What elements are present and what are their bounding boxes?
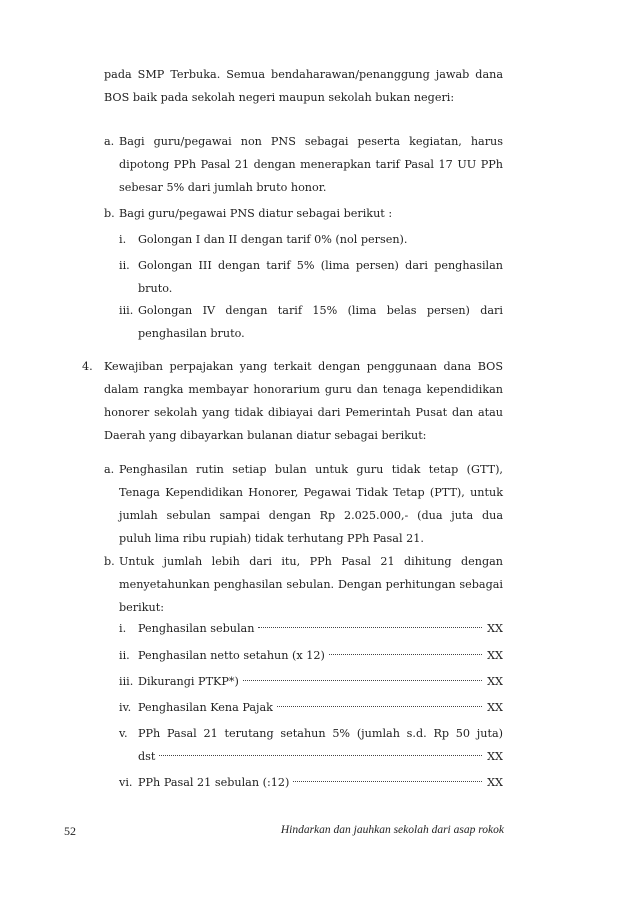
calc-value: XX [487, 750, 503, 763]
list-marker: a. [104, 463, 115, 476]
dot-leader [329, 654, 482, 655]
calc-marker: ii. [119, 649, 130, 662]
calc-row [138, 670, 503, 693]
list-marker: 4. [82, 360, 93, 373]
sub-item-line: Golongan I dan II dengan tarif 0% (nol persen). [138, 233, 408, 246]
item-4b-line: berikut: [119, 601, 164, 614]
calc-label-first-line: PPh Pasal 21 terutang setahun 5% (jumlah s.d. Rp 50 juta) [138, 727, 503, 740]
item-a-paragraph [119, 130, 503, 199]
item-b-heading [119, 202, 503, 225]
item-4b-line: Untuk jumlah lebih dari itu, PPh Pasal 21 dihitung dengan [119, 555, 503, 568]
item-4-line: Kewajiban perpajakan yang terkait dengan penggunaan dana BOS [104, 360, 503, 373]
running-footer-title: Hindarkan dan jauhkan sekolah dari asap rokok [280, 824, 504, 836]
sub-list-marker: ii. [119, 259, 130, 272]
item-a-line: Bagi guru/pegawai non PNS sebagai peserta kegiatan, harus [119, 135, 503, 148]
calc-label: Dikurangi PTKP*) [138, 675, 239, 688]
calc-label: Penghasilan sebulan [138, 622, 255, 635]
dot-leader [243, 680, 482, 681]
item-4-paragraph [104, 355, 503, 447]
sub-item-line: bruto. [138, 282, 173, 295]
item-4b-line: menyetahunkan penghasilan sebulan. Dengan perhitungan sebagai [119, 578, 503, 591]
calc-row [138, 745, 503, 768]
sub-list-marker: iii. [119, 304, 134, 317]
dot-leader [159, 755, 482, 756]
calc-value: XX [487, 675, 503, 688]
dot-leader [258, 627, 482, 628]
calc-row [138, 617, 503, 640]
item-4a-line: puluh lima ribu rupiah) tidak terhutang PPh Pasal 21. [119, 532, 424, 545]
calc-row [138, 644, 503, 667]
intro-line: BOS baik pada sekolah negeri maupun sekolah bukan negeri: [104, 91, 455, 104]
calc-label: PPh Pasal 21 sebulan (:12) [138, 776, 290, 789]
item-4a-line: jumlah sebulan sampai dengan Rp 2.025.000,- (dua juta dua [119, 509, 503, 522]
item-4a-line: Penghasilan rutin setiap bulan untuk guru tidak tetap (GTT), [119, 463, 503, 476]
dot-leader [277, 706, 482, 707]
calc-marker: i. [119, 622, 127, 635]
calc-value: XX [487, 776, 503, 789]
calc-row [138, 771, 503, 794]
item-4-line: Daerah yang dibayarkan bulanan diatur sebagai berikut: [104, 429, 427, 442]
calc-marker: v. [119, 727, 128, 740]
calc-marker: iv. [119, 701, 132, 714]
sub-item-line: Golongan III dengan tarif 5% (lima persen) dari penghasilan [138, 259, 503, 272]
intro-line: pada SMP Terbuka. Semua bendaharawan/penanggung jawab dana [104, 68, 503, 81]
sub-item [138, 228, 503, 251]
calc-marker: iii. [119, 675, 134, 688]
item-4-line: honorer sekolah yang tidak dibiayai dari Pemerintah Pusat dan atau [104, 406, 503, 419]
calc-label-line [138, 722, 503, 745]
list-marker: a. [104, 135, 115, 148]
item-4b-paragraph [119, 550, 503, 619]
calc-label: Penghasilan Kena Pajak [138, 701, 273, 714]
page-number: 52 [64, 824, 76, 838]
item-4a-line: Tenaga Kependidikan Honorer, Pegawai Tidak Tetap (PTT), untuk [119, 486, 503, 499]
list-marker: b. [104, 207, 115, 220]
calc-row [138, 696, 503, 719]
calc-label: Penghasilan netto setahun (x 12) [138, 649, 325, 662]
dot-leader [293, 781, 482, 782]
item-4-line: dalam rangka membayar honorarium guru dan tenaga kependidikan [104, 383, 503, 396]
sub-item-line: penghasilan bruto. [138, 327, 245, 340]
calc-value: XX [487, 622, 503, 635]
sub-list-marker: i. [119, 233, 127, 246]
list-marker: b. [104, 555, 115, 568]
sub-item [138, 299, 503, 345]
sub-item [138, 254, 503, 300]
item-a-line: dipotong PPh Pasal 21 dengan menerapkan tarif Pasal 17 UU PPh [119, 158, 503, 171]
item-a-line: sebesar 5% dari jumlah bruto honor. [119, 181, 327, 194]
item-b-line: Bagi guru/pegawai PNS diatur sebagai berikut : [119, 207, 393, 220]
intro-paragraph [104, 63, 503, 109]
calc-value: XX [487, 649, 503, 662]
calc-label: dst [138, 750, 156, 763]
calc-marker: vi. [119, 776, 133, 789]
calc-value: XX [487, 701, 503, 714]
item-4a-paragraph [119, 458, 503, 550]
sub-item-line: Golongan IV dengan tarif 15% (lima belas persen) dari [138, 304, 503, 317]
